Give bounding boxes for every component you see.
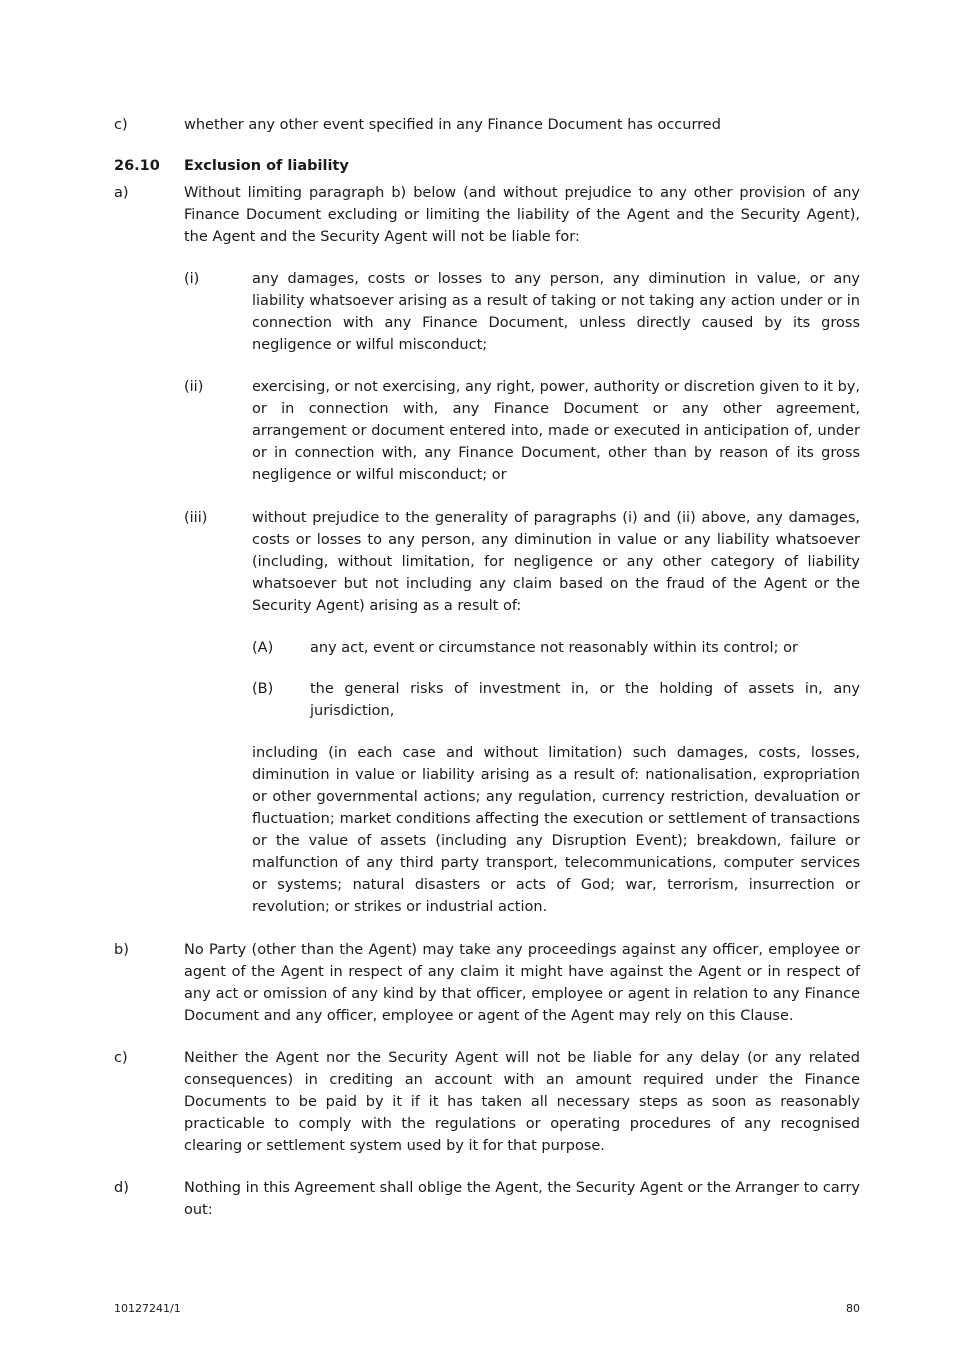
clause-label: c) bbox=[114, 117, 128, 133]
section-title: Exclusion of liability bbox=[184, 158, 349, 174]
paragraph-text: Nothing in this Agreement shall oblige the Agent, the Security Agent or the Arranger to carry out: bbox=[184, 1180, 860, 1218]
page-number: 80 bbox=[846, 1302, 860, 1315]
item-label: (B) bbox=[252, 681, 274, 697]
item-text: any damages, costs or losses to any person, any diminution in value, or any liability whatsoever arising as a result of taking or not taking any action under or in connection with any Finance Document, unless directly caused by its gross negligence or wilful misconduct; bbox=[252, 271, 860, 353]
item-label: (ii) bbox=[184, 379, 204, 395]
paragraph-text: No Party (other than the Agent) may take any proceedings against any officer, employee or agent of the Agent in respect of any claim it might have against the Agent or in respect of any act or omission of any kind by that officer, employee or agent in relation to any Finance Document and any officer, employee or agent of the Agent may rely on this Clause. bbox=[184, 942, 860, 1024]
section-number: 26.10 bbox=[114, 158, 160, 174]
paragraph-a-tail: including (in each case and without limitation) such damages, costs, losses, diminution in value or liability arising as a result of: nationalisation, expropriation or other governmental actions; any regulation, currency restriction, devaluation or fluctuation; market conditions affecting the execution or settlement of transactions or the value of assets (including any Disruption Event); breakdown, failure or malfunction of any third party transport, telecommunications, computer services or systems; natural disasters or acts of God; war, terrorism, insurrection or revolution; or strikes or industrial action. bbox=[252, 745, 860, 915]
paragraph-text: Without limiting paragraph b) below (and without prejudice to any other provision of any Finance Document excluding or limiting the liability of the Agent and the Security Agent), the Agent and the Security Agent will not be liable for: bbox=[184, 185, 860, 245]
item-text: exercising, or not exercising, any right, power, authority or discretion given to it by, or in connection with, any Finance Document or any other agreement, arrangement or document entered into, made or executed in anticipation of, under or in connection with, any Finance Document, other than by reason of its gross negligence or wilful misconduct; or bbox=[252, 379, 860, 483]
clause-text: whether any other event specified in any Finance Document has occurred bbox=[184, 117, 721, 133]
item-text: any act, event or circumstance not reasonably within its control; or bbox=[310, 640, 798, 656]
document-reference: 10127241/1 bbox=[114, 1302, 181, 1315]
paragraph-label: d) bbox=[114, 1180, 129, 1196]
paragraph-label: c) bbox=[114, 1050, 128, 1066]
item-text: without prejudice to the generality of paragraphs (i) and (ii) above, any damages, costs or losses to any person, any diminution in value or any liability whatsoever (including, without limitation, for negligence or any other category of liability whatsoever but not including any claim based on the fraud of the Agent or the Security Agent) arising as a result of: bbox=[252, 510, 860, 614]
item-label: (iii) bbox=[184, 510, 208, 526]
item-label: (i) bbox=[184, 271, 200, 287]
paragraph-text: Neither the Agent nor the Security Agent will not be liable for any delay (or any related consequences) in crediting an account with an amount required under the Finance Documents to be paid by it if it has taken all necessary steps as soon as reasonably practicable to comply with the regulations or operating procedures of any recognised clearing or settlement system used by it for that purpose. bbox=[184, 1050, 860, 1154]
paragraph-label: b) bbox=[114, 942, 129, 958]
item-text: the general risks of investment in, or the holding of assets in, any jurisdiction, bbox=[310, 681, 860, 719]
item-label: (A) bbox=[252, 640, 274, 656]
paragraph-label: a) bbox=[114, 185, 129, 201]
